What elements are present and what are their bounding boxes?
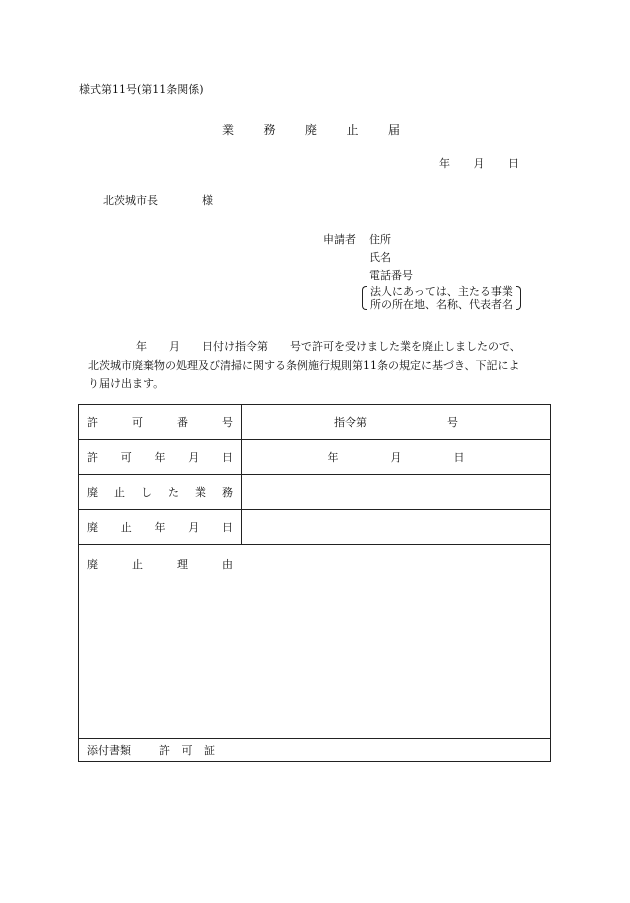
permit-number-field[interactable]: [242, 405, 551, 440]
title-char: 廃: [304, 123, 317, 137]
applicant-label: 申請者: [323, 233, 356, 246]
label-char: 廃: [87, 521, 98, 534]
permit-date-day: 日: [453, 451, 465, 464]
label-char: た: [168, 486, 179, 499]
label-char: 務: [222, 486, 233, 499]
abolish-reason-field[interactable]: [79, 545, 551, 739]
permit-number-suffix: 号: [447, 416, 458, 429]
permit-number-row: [79, 405, 551, 440]
applicant-address-label: 住所: [369, 233, 391, 246]
label-char: 番: [177, 416, 188, 429]
date-month: 月: [473, 157, 485, 170]
form-number: 様式第11号(第11条関係): [79, 83, 204, 96]
abolish-reason-label: [87, 556, 233, 572]
label-char: 号: [222, 416, 233, 429]
abolish-date-label: [79, 510, 242, 545]
attachment-char: 証: [204, 744, 215, 757]
abolish-reason-row: [79, 545, 551, 739]
corp-note-line: 所の所在地、名称、代表者名: [370, 298, 513, 311]
abolish-date-row: [79, 510, 551, 545]
submission-date: [439, 155, 519, 171]
label-char: 年: [154, 451, 166, 464]
body-line: 北茨城市廃棄物の処理及び清掃に関する条例施行規則第11条の規定に基づき、下記によ: [88, 358, 520, 372]
applicant-fields: [369, 231, 413, 285]
document-title: [222, 121, 400, 138]
label-char: 月: [188, 521, 200, 534]
attachment-char: 可: [181, 744, 193, 757]
title-char: 務: [263, 123, 276, 137]
abolish-date-field[interactable]: [242, 510, 551, 545]
attachments-items: [159, 742, 215, 758]
attachments-cell: [79, 739, 551, 762]
label-char: し: [141, 486, 152, 499]
body-text: [88, 338, 552, 394]
attachment-char: 許: [159, 744, 170, 757]
abolished-business-field[interactable]: [242, 475, 551, 510]
corp-note-line: 法人にあっては、主たる事業: [370, 285, 513, 298]
addressee: [103, 192, 213, 208]
permit-date-label: [79, 440, 242, 475]
body-line: 年 月 日付け指令第 号で許可を受けました業を廃止しましたので、: [136, 340, 521, 353]
addressee-name: 北茨城市長: [103, 194, 158, 207]
applicant-phone-label: 電話番号: [369, 269, 413, 282]
label-char: 止: [120, 521, 132, 534]
permit-number-prefix: 指令第: [334, 416, 367, 429]
title-char: 止: [346, 123, 359, 137]
title-char: 届: [387, 123, 400, 137]
label-char: 可: [132, 416, 143, 429]
permit-date-row: [79, 440, 551, 475]
addressee-honorific: 様: [202, 194, 213, 207]
label-char: 可: [120, 451, 132, 464]
body-line: り届け出ます。: [88, 377, 165, 390]
label-char: 許: [87, 416, 98, 429]
label-char: 廃: [87, 558, 98, 571]
abolished-business-row: [79, 475, 551, 510]
permit-date-field[interactable]: [242, 440, 551, 475]
label-char: 年: [154, 521, 166, 534]
notification-table: [78, 404, 551, 762]
label-char: 許: [87, 451, 98, 464]
attachments-row: [79, 739, 551, 762]
date-year: 年: [439, 157, 450, 170]
permit-date-month: 月: [390, 451, 402, 464]
label-char: 日: [222, 521, 233, 534]
permit-number-label: [79, 405, 242, 440]
permit-date-year: 年: [327, 451, 339, 464]
abolished-business-label: [79, 475, 242, 510]
date-day: 日: [508, 157, 519, 170]
label-char: 由: [222, 558, 233, 571]
label-char: 日: [222, 451, 233, 464]
label-char: 月: [188, 451, 200, 464]
applicant-name-label: 氏名: [369, 251, 391, 264]
label-char: 止: [114, 486, 125, 499]
corporation-note: [362, 285, 521, 311]
label-char: 止: [132, 558, 143, 571]
title-char: 業: [222, 123, 235, 137]
label-char: 廃: [87, 486, 98, 499]
label-char: 業: [195, 486, 206, 499]
attachments-label: 添付書類: [87, 744, 131, 757]
label-char: 理: [177, 558, 188, 571]
